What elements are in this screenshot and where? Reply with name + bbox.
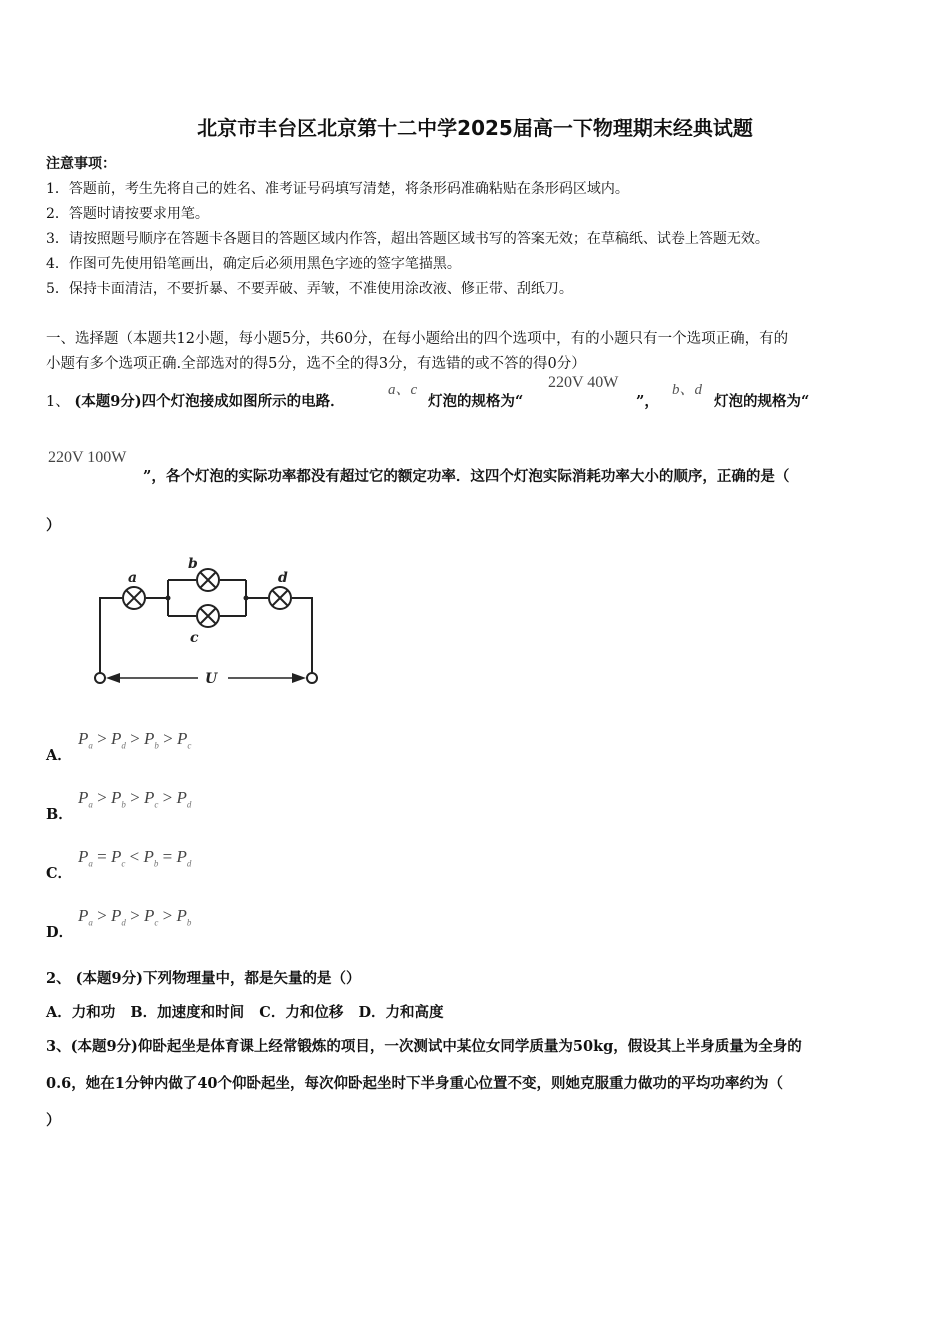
terminal-left-icon — [95, 673, 105, 683]
q2-score: (本题9分) — [75, 970, 143, 987]
q1-text-b: 灯泡的规格为“ — [428, 393, 524, 410]
q1-spec-1: 220V 40W — [548, 374, 619, 391]
q1-line1 — [46, 390, 345, 411]
note-item-1: 1．答题前，考生先将自己的姓名、准考证号码填写清楚，将条形码准确粘贴在条形码区域内。 — [46, 181, 629, 197]
q2-line — [46, 967, 360, 988]
note-item-5: 5．保持卡面清洁，不要折暴、不要弄破、弄皱，不准使用涂改液、修正带、刮纸刀。 — [46, 281, 573, 297]
label-d: d — [278, 570, 288, 586]
q1-option-b-formula[interactable]: $P_a > P_b > P_c > P_d$ — [78, 788, 192, 810]
q1-option-c-formula[interactable]: $P_a = P_c < P_b = P_d$ — [78, 847, 192, 869]
q1-text-a: 四个灯泡接成如图所示的电路． — [141, 393, 345, 410]
q1-spec-2: 220V 100W — [48, 449, 127, 466]
circuit-wire-right — [246, 598, 312, 678]
q1-prefix: 1、 — [46, 394, 70, 410]
q1-text-f: ） — [46, 517, 61, 534]
junction-right-icon — [244, 596, 249, 601]
notes-heading: 注意事项： — [46, 156, 116, 172]
q1-bulb-bd: b、d — [672, 382, 703, 398]
q1-option-c-label[interactable]: C． — [46, 865, 73, 882]
note-item-3: 3．请按照题号顺序在答题卡各题目的答题区域内作答，超出答题区域书写的答案无效；在草稿纸、试卷上答题无效。 — [46, 231, 769, 247]
q1-bulb-ac: a、c — [388, 382, 418, 398]
q1-option-a-formula[interactable]: $P_a > P_d > P_b > P_c$ — [78, 729, 192, 751]
circuit-wire-left — [100, 598, 122, 678]
label-a: a — [128, 570, 138, 586]
junction-left-icon — [166, 596, 171, 601]
arrow-left-icon — [106, 673, 120, 683]
q2-text: 下列物理量中，都是矢量的是（） — [142, 970, 361, 987]
q1-option-b-label[interactable]: B． — [46, 806, 73, 823]
label-b: b — [188, 556, 198, 572]
section-intro-line2: 小题有多个选项正确.全部选对的得5分，选不全的得3分，有选错的或不答的得0分） — [46, 356, 586, 372]
circuit-diagram — [60, 550, 330, 695]
label-c: c — [190, 630, 199, 646]
note-item-2: 2．答题时请按要求用笔。 — [46, 206, 209, 222]
page-title: 北京市丰台区北京第十二中学2025届高一下物理期末经典试题 — [197, 116, 753, 140]
arrow-right-icon — [292, 673, 306, 683]
q1-text-c: ”， — [636, 393, 659, 410]
q3-line3: ） — [46, 1112, 61, 1129]
q2-prefix: 2、 — [46, 970, 71, 987]
q1-text-d: 灯泡的规格为“ — [714, 393, 810, 410]
q1-text-e: ”，各个灯泡的实际功率都没有超过它的额定功率．这四个灯泡实际消耗功率大小的顺序，正确的是（ — [143, 468, 790, 485]
q1-option-a-label[interactable]: A． — [46, 747, 72, 764]
q1-score: (本题9分) — [74, 393, 142, 410]
note-item-4: 4．作图可先使用铅笔画出，确定后必须用黑色字迹的签字笔描黑。 — [46, 256, 461, 272]
terminal-right-icon — [307, 673, 317, 683]
q1-option-d-formula[interactable]: $P_a > P_d > P_c > P_b$ — [78, 906, 192, 928]
label-u: U — [205, 671, 218, 687]
q2-options[interactable]: A．力和功 B．加速度和时间 C．力和位移 D．力和高度 — [46, 1004, 444, 1021]
q3-line1: 3、(本题9分)仰卧起坐是体育课上经常锻炼的项目，一次测试中某位女同学质量为50kg，假设其上半身质量为全身的 — [46, 1038, 802, 1055]
q3-line2: 0.6，她在1分钟内做了40个仰卧起坐，每次仰卧起坐时下半身重心位置不变，则她克服重力做功的平均功率约为（ — [46, 1075, 783, 1092]
q1-option-d-label[interactable]: D． — [46, 924, 74, 941]
section-intro-line1: 一、选择题（本题共12小题，每小题5分，共60分，在每小题给出的四个选项中，有的小题只有一个选项正确，有的 — [46, 331, 789, 347]
